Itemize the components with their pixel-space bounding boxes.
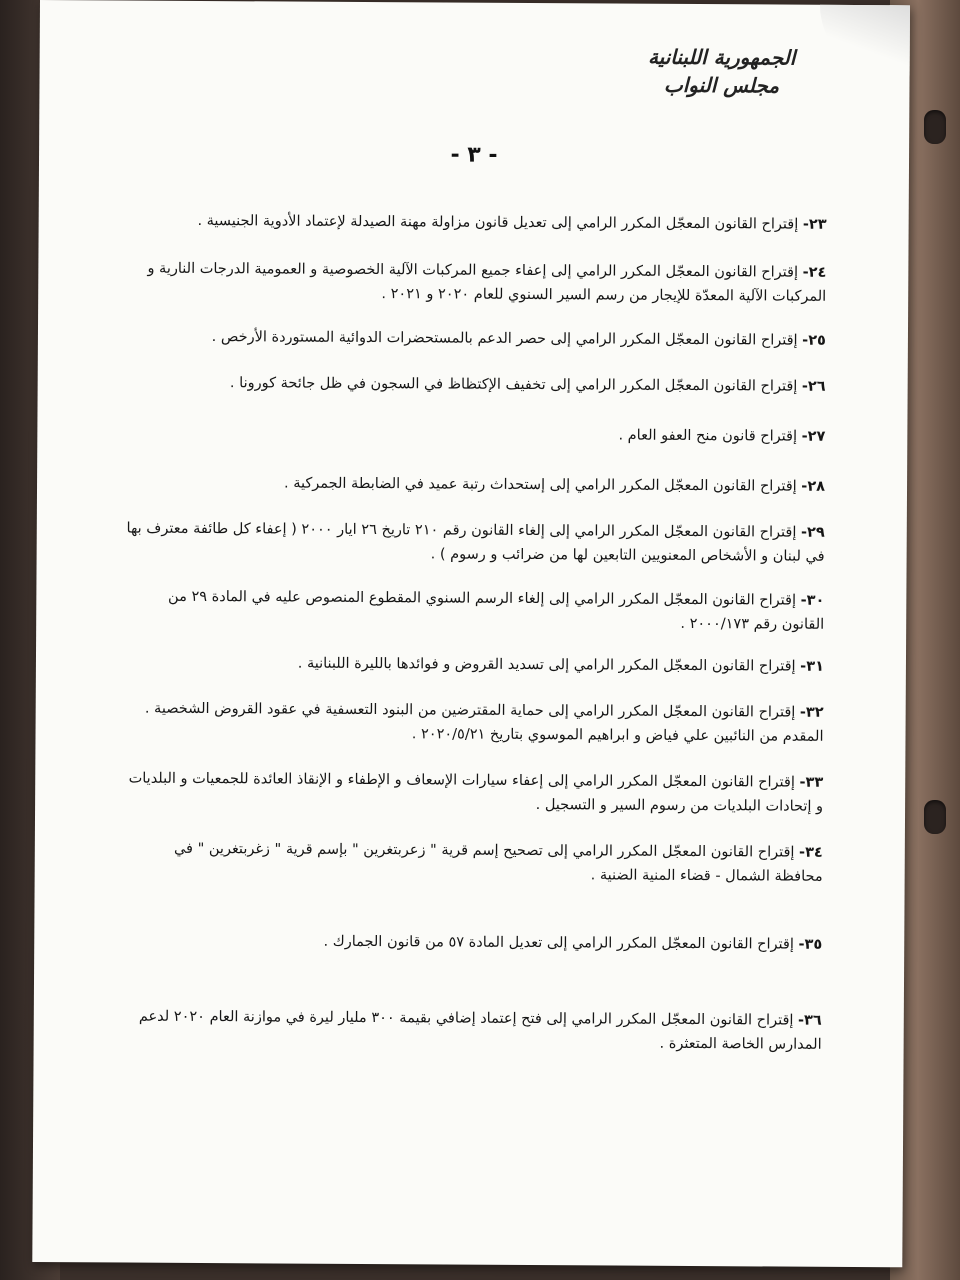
list-item [126,371,826,399]
item-number: ٢٥- [802,332,826,349]
item-text: إقتراح القانون المعجّل المكرر الرامي إلى تعديل قانون مزاولة مهنة الصيدلة لإعتماد الأدوية الجنيسية . [197,212,799,233]
item-text: إقتراح القانون المعجّل المكرر الرامي إلى حصر الدعم بالمستحضرات الدوائية المستوردة الأرخص . [211,329,798,349]
list-item [123,837,823,889]
item-text: إقتراح القانون المعجّل المكرر الرامي إلى إلغاء القانون رقم ٢١٠ تاريخ ٢٦ ايار ٢٠٠٠ ( إعفاء كل طائفة معترف بها في لبنان و الأشخاص المعنويين التابعين لها من ضرائب و رسوم ) . [126,520,825,565]
list-item [125,421,825,449]
list-item [123,767,823,819]
list-item [122,929,822,957]
item-number: ٢٩- [800,524,825,541]
letterhead-line-1: الجمهورية اللبنانية [647,44,796,70]
item-text: إقتراح القانون المعجّل المكرر الرامي إلى تسديد القروض و فوائدها بالليرة اللبنانية . [297,655,796,675]
item-number: ٢٧- [801,428,826,445]
binder-hole [924,800,946,834]
item-text: إقتراح القانون المعجّل المكرر الرامي إلى إلغاء الرسم السنوي المقطوع المنصوص عليه في المادة ٢٩ من القانون رقم ٢٠٠٠/١٧٣ . [168,588,825,633]
item-text: إقتراح القانون المعجّل المكرر الرامي إلى إعفاء جميع المركبات الآلية الخصوصية و العمومية الدرجات النارية و المركبات الآلية المعدّة للإيجار من رسم السير السنوي للعام ٢٠٢٠ و ٢٠٢١ . [147,260,827,305]
item-text: إقتراح القانون المعجّل المكرر الرامي إلى تعديل المادة ٥٧ من قانون الجمارك . [323,933,794,953]
list-item [125,471,825,499]
item-number: ٢٦- [801,378,826,395]
item-number: ٢٤- [802,264,827,281]
item-number: ٣٢- [799,704,824,721]
item-text: إقتراح القانون المعجّل المكرر الرامي إلى إعفاء سيارات الإسعاف و الإطفاء و الإنقاذ العائدة للجمعيات و البلديات و إتحادات البلديات من رسوم السير و التسجيل . [128,770,824,815]
item-number: ٣١- [800,658,824,675]
document-page [32,0,910,1267]
list-item [126,257,826,309]
list-item [124,651,824,679]
item-text: إقتراح القانون المعجّل المكرر الرامي إلى إستحداث رتبة عميد في الضابطة الجمركية . [283,475,797,495]
page-number: - ٣ - [450,142,498,168]
item-number: ٢٣- [802,216,827,233]
item-text: إقتراح القانون المعجّل المكرر الرامي إلى تصحيح إسم قرية " زعربتغرين " بإسم قرية " زغربتغرين " في محافظة الشمال - قضاء المنية الضنية . [173,840,823,885]
item-number: ٣٤- [799,844,823,861]
item-text: إقتراح قانون منح العفو العام . [618,427,798,445]
letterhead-line-2: مجلس النواب [663,72,780,98]
letterhead [621,44,821,101]
item-number: ٣٥- [798,936,823,953]
item-number: ٢٨- [801,478,826,495]
list-item [122,1005,822,1057]
list-item [126,325,826,353]
page-curl [820,5,910,76]
item-text: إقتراح القانون المعجّل المكرر الرامي إلى حماية المقترضين من البنود التعسفية في عقود القروض الشخصية . المقدم من النائبين علي فياض و ابراهيم الموسوي بتاريخ ٢٠٢٠/٥/٢١ . [144,700,824,745]
item-number: ٣٣- [799,774,824,791]
list-item [127,209,827,237]
binder-hole [924,110,946,144]
list-item [123,697,823,749]
item-number: ٣٠- [800,592,825,609]
item-text: إقتراح القانون المعجّل المكرر الرامي إلى تخفيف الإكتظاظ في السجون في ظل جائحة كورونا . [229,375,798,395]
list-item [124,585,824,637]
item-number: ٣٦- [797,1012,822,1029]
item-text: إقتراح القانون المعجّل المكرر الرامي إلى فتح إعتماد إضافي بقيمة ٣٠٠ مليار ليرة في موازنة العام ٢٠٢٠ لدعم المدارس الخاصة المتعثرة . [138,1008,822,1053]
list-item [125,517,825,569]
